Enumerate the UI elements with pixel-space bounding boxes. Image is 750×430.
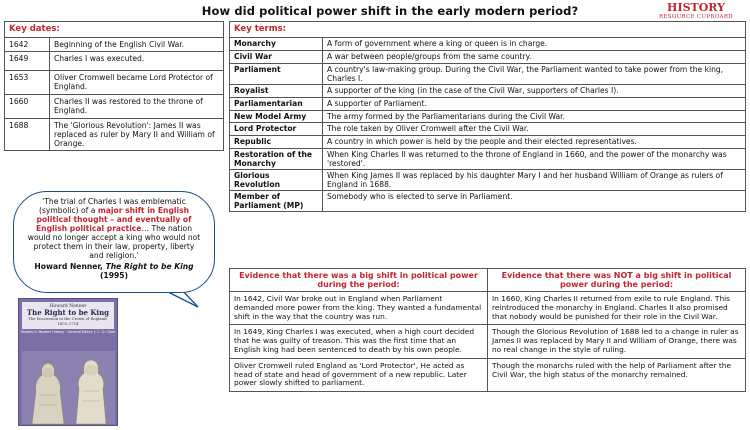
quote-bubble: [13, 191, 215, 293]
table-row: [5, 38, 224, 52]
quote-text-end: … The nation would no longer accept a king who would not protect them in their law, property, liberty and religion.': [27, 224, 201, 260]
table-row: [230, 38, 746, 51]
evidence-yes-cell: In 1649, King Charles I was executed, when a high court decided that he was guilty of treason. This was the first time that an English king had been sentenced to death by his own people.: [230, 325, 488, 358]
date-event: Oliver Cromwell became Lord Protector of England.: [50, 71, 224, 95]
book-subtitle: The Succession to the Crown of England, 1603–1714: [28, 316, 108, 326]
date-event: Beginning of the English Civil War.: [50, 38, 224, 52]
term-name: Monarchy: [230, 38, 323, 51]
table-row: [5, 71, 224, 95]
term-definition: Somebody who is elected to serve in Parliament.: [323, 191, 746, 212]
term-name: New Model Army: [230, 111, 323, 123]
key-dates-heading: Key dates:: [5, 22, 224, 38]
book-author: Howard Nenner: [49, 304, 87, 309]
date-year: 1653: [5, 71, 50, 95]
term-definition: A war between people/groups from the same country.: [323, 51, 746, 64]
logo-line-2: RESOURCE CUPBOARD: [658, 14, 733, 20]
evidence-no-cell: In 1660, King Charles II returned from exile to rule England. This reintroduced the monarchy in England. Charles II also promised that nobody would be punished for their role in the Civil War.: [488, 292, 746, 325]
key-terms-heading: Key terms:: [230, 22, 746, 38]
evidence-no-cell: Though the monarchs ruled with the help of Parliament after the Civil War, the high status of the monarchy remained.: [488, 358, 746, 391]
table-row: [230, 123, 746, 136]
quote-text: 'The trial of Charles I was emblematic (symbolic) of a: [38, 197, 186, 215]
term-definition: The army formed by the Parliamentarians during the Civil War.: [323, 111, 746, 123]
page-title: How did political power shift in the early modern period?: [201, 4, 579, 18]
evidence-yes-cell: Oliver Cromwell ruled England as 'Lord Protector', He acted as head of state and head of government of a new republic. Later power slowly shifted to parliament.: [230, 358, 488, 391]
term-definition: When King James II was replaced by his daughter Mary I and her husband William of Orange as rulers of England in 1688.: [323, 170, 746, 191]
term-definition: A country in which power is held by the people and their elected representatives.: [323, 136, 746, 149]
table-row: [5, 95, 224, 119]
table-row: [230, 191, 746, 212]
term-name: Member of Parliament (MP): [230, 191, 323, 212]
table-row: [230, 292, 746, 325]
quote-author: Howard Nenner,: [34, 262, 106, 271]
table-row: [230, 170, 746, 191]
table-row: [5, 119, 224, 151]
date-year: 1642: [5, 38, 50, 52]
term-name: Parliamentarian: [230, 98, 323, 111]
term-definition: A supporter of the king (in the case of the Civil War, supporters of Charles I).: [323, 85, 746, 98]
table-row: [230, 51, 746, 64]
quote-citation: [26, 262, 202, 280]
table-row: [230, 325, 746, 358]
book-header: [22, 302, 114, 329]
quote-highlight: major shift in English political thought – and eventually of English political practice: [35, 206, 192, 233]
book-cover: [18, 298, 118, 426]
term-name: Restoration of the Monarchy: [230, 149, 323, 170]
date-year: 1660: [5, 95, 50, 119]
term-name: Parliament: [230, 64, 323, 85]
table-row: [230, 111, 746, 123]
chess-pieces-image: [22, 351, 115, 424]
date-event: The 'Glorious Revolution': James II was replaced as ruler by Mary II and William of Orange.: [50, 119, 224, 151]
term-name: Royalist: [230, 85, 323, 98]
logo: [646, 2, 746, 21]
table-row: [230, 98, 746, 111]
key-terms-table: [229, 21, 746, 212]
key-dates-table: [4, 21, 224, 151]
date-year: 1649: [5, 52, 50, 71]
quote-work: The Right to be King: [105, 262, 194, 271]
term-definition: A country's law-making group. During the Civil War, the Parliament wanted to take power from the king, Charles I.: [323, 64, 746, 85]
table-row: [230, 358, 746, 391]
evidence-yes-cell: In 1642, Civil War broke out in England when Parliament demanded more power from the king. They wanted a fundamental shift in the way that the country was run.: [230, 292, 488, 325]
date-event: Charles II was restored to the throne of England.: [50, 95, 224, 119]
evidence-table: [229, 268, 746, 392]
date-year: 1688: [5, 119, 50, 151]
book-series: Studies in Modern History · General Editor: J. C. D. Clark: [20, 330, 116, 334]
evidence-no-cell: Though the Glorious Revolution of 1688 led to a change in ruler as James II was replaced by Mary II and William of Orange, there was no real change in the style of ruling.: [488, 325, 746, 358]
date-event: Charles I was executed.: [50, 52, 224, 71]
term-definition: A supporter of Parliament.: [323, 98, 746, 111]
term-definition: When King Charles II was returned to the throne of England in 1660, and the power of the monarchy was 'restored'.: [323, 149, 746, 170]
term-name: Glorious Revolution: [230, 170, 323, 191]
table-row: [230, 149, 746, 170]
table-row: [230, 136, 746, 149]
term-name: Civil War: [230, 51, 323, 64]
evidence-yes-heading: Evidence that there was a big shift in political power during the period:: [230, 269, 488, 292]
term-definition: A form of government where a king or queen is in charge.: [323, 38, 746, 51]
term-name: Lord Protector: [230, 123, 323, 136]
book-title: The Right to be King: [26, 308, 110, 317]
logo-line-1: HISTORY: [667, 1, 725, 14]
evidence-no-heading: Evidence that there was NOT a big shift in political power during the period:: [488, 269, 746, 292]
term-definition: The role taken by Oliver Cromwell after the Civil War.: [323, 123, 746, 136]
table-row: [5, 52, 224, 71]
table-row: [230, 64, 746, 85]
term-name: Republic: [230, 136, 323, 149]
table-row: [230, 85, 746, 98]
quote-year: (1995): [99, 271, 129, 280]
